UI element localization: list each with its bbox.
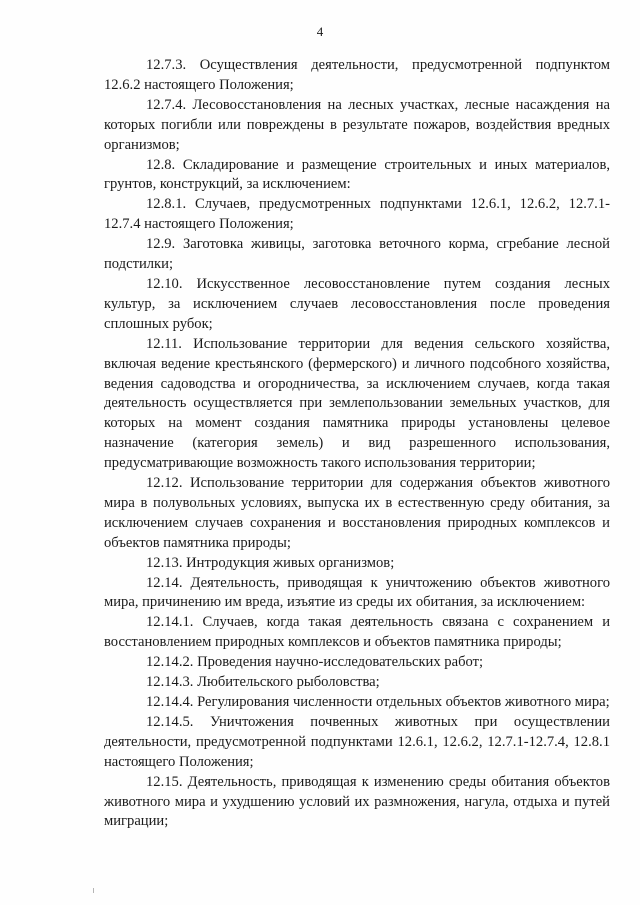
paragraph-12-7-4: 12.7.4. Лесовосстановления на лесных участках, лесные насаждения на которых погибли или повреждены в результате пожаров, воздействия вредных организмов; xyxy=(104,96,610,153)
paragraph-12-8: 12.8. Складирование и размещение строительных и иных материалов, грунтов, конструкций, за исключением: xyxy=(104,156,610,193)
document-body xyxy=(104,56,610,832)
paragraph-12-15: 12.15. Деятельность, приводящая к изменению среды обитания объектов животного мира и ухудшению условий их размножения, нагула, отдыха и путей миграции; xyxy=(104,773,610,830)
paragraph-12-14-5: 12.14.5. Уничтожения почвенных животных при осуществлении деятельности, предусмотренной подпунктами 12.6.1, 12.6.2, 12.7.1-12.7.4, 12.8.1 настоящего Положения; xyxy=(104,713,610,770)
paragraph-12-14-4: 12.14.4. Регулирования численности отдельных объектов животного мира; xyxy=(146,694,610,710)
paragraph-12-14-1: 12.14.1. Случаев, когда такая деятельность связана с сохранением и восстановлением природных комплексов и объектов памятника природы; xyxy=(104,614,610,651)
paragraph-12-10: 12.10. Искусственное лесовосстановление путем создания лесных культур, за исключением случаев лесовосстановления после проведения сплошных рубок; xyxy=(104,275,610,332)
paragraph-12-11: 12.11. Использование территории для ведения сельского хозяйства, включая ведение крестьянского (фермерского) и личного подсобного хозяйства, ведения садоводства и огородничества, за исключением случаев, когда такая деятельность осуществляется при землепользовании земельных участков, для которых на момент создания памятника природы установлены целевое назначение (категория земель) и вид разрешенного использования, предусматривающие возможность такого использования территории; xyxy=(104,335,610,472)
paragraph-12-9: 12.9. Заготовка живицы, заготовка веточного корма, сгребание лесной подстилки; xyxy=(104,236,610,273)
paragraph-12-14: 12.14. Деятельность, приводящая к уничтожению объектов животного мира, причинению им вреда, изъятие из среды их обитания, за исключением: xyxy=(104,574,610,611)
paragraph-12-7-3: 12.7.3. Осуществления деятельности, предусмотренной подпунктом 12.6.2 настоящего Положения; xyxy=(104,57,610,93)
paragraph-12-13: 12.13. Интродукция живых организмов; xyxy=(146,554,395,571)
paragraph-12-14-2: 12.14.2. Проведения научно-исследовательских работ; xyxy=(146,654,484,671)
page-number: 4 xyxy=(316,24,324,39)
scan-speck xyxy=(93,888,94,893)
paragraph-12-8-1: 12.8.1. Случаев, предусмотренных подпунктами 12.6.1, 12.6.2, 12.7.1-12.7.4 настоящего Положения; xyxy=(104,196,610,233)
paragraph-12-14-3: 12.14.3. Любительского рыболовства; xyxy=(146,674,380,691)
paragraph-12-12: 12.12. Использование территории для содержания объектов животного мира в полувольных условиях, выпуска их в естественную среду обитания, за исключением случаев сохранения и восстановления природных комплексов и объектов памятника природы; xyxy=(104,475,610,551)
